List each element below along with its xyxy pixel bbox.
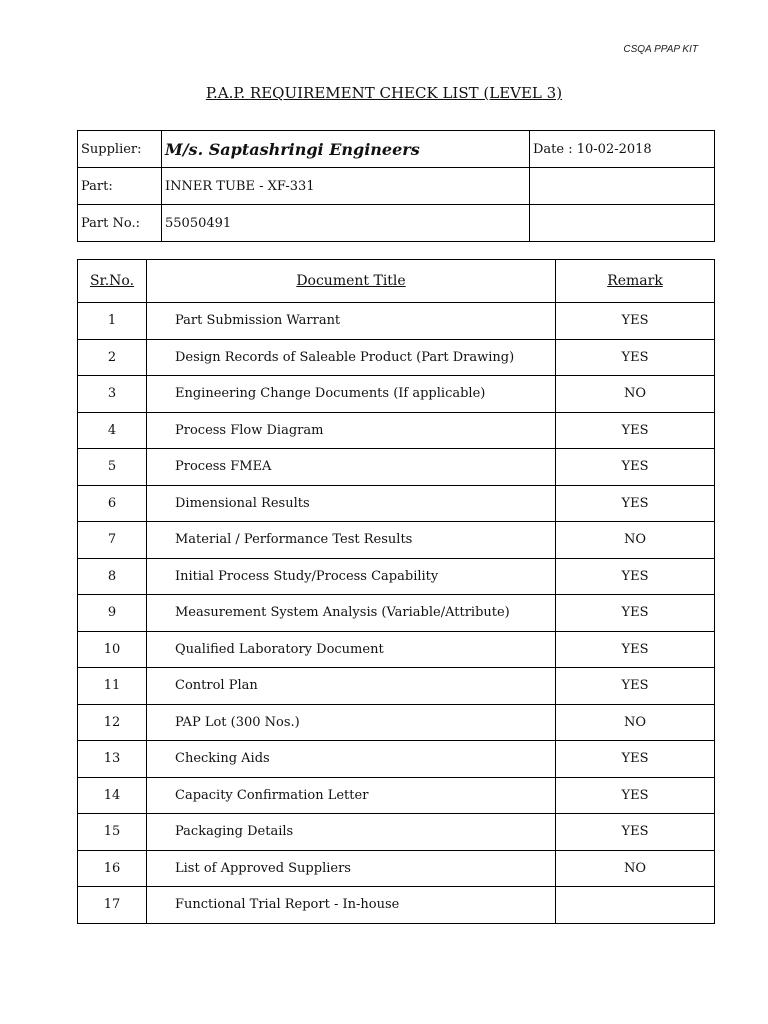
part-value: INNER TUBE - XF-331 (162, 168, 530, 205)
header-sr-no: Sr.No. (78, 260, 147, 303)
row-remark: NO (556, 704, 715, 741)
row-remark: YES (556, 558, 715, 595)
checklist-table (77, 259, 715, 924)
row-remark: NO (556, 376, 715, 413)
table-row (78, 668, 715, 705)
table-row (78, 449, 715, 486)
row-remark: YES (556, 777, 715, 814)
document-title: P.A.P. REQUIREMENT CHECK LIST (LEVEL 3) (205, 84, 563, 102)
row-document-title: Process Flow Diagram (147, 412, 556, 449)
row-sr-no: 6 (78, 485, 147, 522)
row-remark: YES (556, 814, 715, 851)
row-sr-no: 1 (78, 303, 147, 340)
row-sr-no: 7 (78, 522, 147, 559)
table-row (78, 631, 715, 668)
part-label: Part: (78, 168, 162, 205)
table-row (78, 522, 715, 559)
partno-row (78, 205, 715, 242)
part-row (78, 168, 715, 205)
header-remark: Remark (556, 260, 715, 303)
row-sr-no: 10 (78, 631, 147, 668)
table-row (78, 558, 715, 595)
row-document-title: Design Records of Saleable Product (Part Drawing) (147, 339, 556, 376)
partno-value: 55050491 (162, 205, 530, 242)
row-remark: YES (556, 631, 715, 668)
row-remark: YES (556, 303, 715, 340)
row-remark (556, 887, 715, 924)
supplier-value: M/s. Saptashringi Engineers (162, 131, 530, 168)
row-document-title: Measurement System Analysis (Variable/Attribute) (147, 595, 556, 632)
row-sr-no: 16 (78, 850, 147, 887)
row-sr-no: 17 (78, 887, 147, 924)
row-document-title: Initial Process Study/Process Capability (147, 558, 556, 595)
header-document-title: Document Title (147, 260, 556, 303)
row-remark: YES (556, 668, 715, 705)
table-row (78, 376, 715, 413)
row-sr-no: 12 (78, 704, 147, 741)
partno-empty-cell (530, 205, 715, 242)
table-row (78, 595, 715, 632)
row-sr-no: 13 (78, 741, 147, 778)
row-sr-no: 15 (78, 814, 147, 851)
row-document-title: Engineering Change Documents (If applicable) (147, 376, 556, 413)
row-remark: YES (556, 595, 715, 632)
row-remark: NO (556, 522, 715, 559)
table-row (78, 412, 715, 449)
table-row (78, 887, 715, 924)
row-remark: YES (556, 449, 715, 486)
kit-label: CSQA PPAP KIT (623, 44, 698, 55)
row-sr-no: 2 (78, 339, 147, 376)
date-value: Date : 10-02-2018 (530, 131, 715, 168)
table-row (78, 704, 715, 741)
row-document-title: Capacity Confirmation Letter (147, 777, 556, 814)
table-row (78, 303, 715, 340)
row-remark: NO (556, 850, 715, 887)
row-document-title: Control Plan (147, 668, 556, 705)
row-remark: YES (556, 741, 715, 778)
table-row (78, 814, 715, 851)
row-sr-no: 3 (78, 376, 147, 413)
row-document-title: Packaging Details (147, 814, 556, 851)
table-row (78, 850, 715, 887)
row-remark: YES (556, 485, 715, 522)
table-row (78, 485, 715, 522)
row-document-title: Dimensional Results (147, 485, 556, 522)
row-document-title: Material / Performance Test Results (147, 522, 556, 559)
row-document-title: Part Submission Warrant (147, 303, 556, 340)
table-row (78, 339, 715, 376)
row-document-title: Functional Trial Report - In-house (147, 887, 556, 924)
row-document-title: Qualified Laboratory Document (147, 631, 556, 668)
table-row (78, 741, 715, 778)
table-row (78, 777, 715, 814)
row-document-title: Checking Aids (147, 741, 556, 778)
partno-label: Part No.: (78, 205, 162, 242)
info-table (77, 130, 715, 242)
row-sr-no: 5 (78, 449, 147, 486)
row-sr-no: 4 (78, 412, 147, 449)
row-sr-no: 9 (78, 595, 147, 632)
row-sr-no: 8 (78, 558, 147, 595)
row-document-title: List of Approved Suppliers (147, 850, 556, 887)
row-document-title: PAP Lot (300 Nos.) (147, 704, 556, 741)
row-remark: YES (556, 412, 715, 449)
supplier-label: Supplier: (78, 131, 162, 168)
table-header-row (78, 260, 715, 303)
row-sr-no: 14 (78, 777, 147, 814)
row-document-title: Process FMEA (147, 449, 556, 486)
part-empty-cell (530, 168, 715, 205)
supplier-row (78, 131, 715, 168)
row-remark: YES (556, 339, 715, 376)
row-sr-no: 11 (78, 668, 147, 705)
